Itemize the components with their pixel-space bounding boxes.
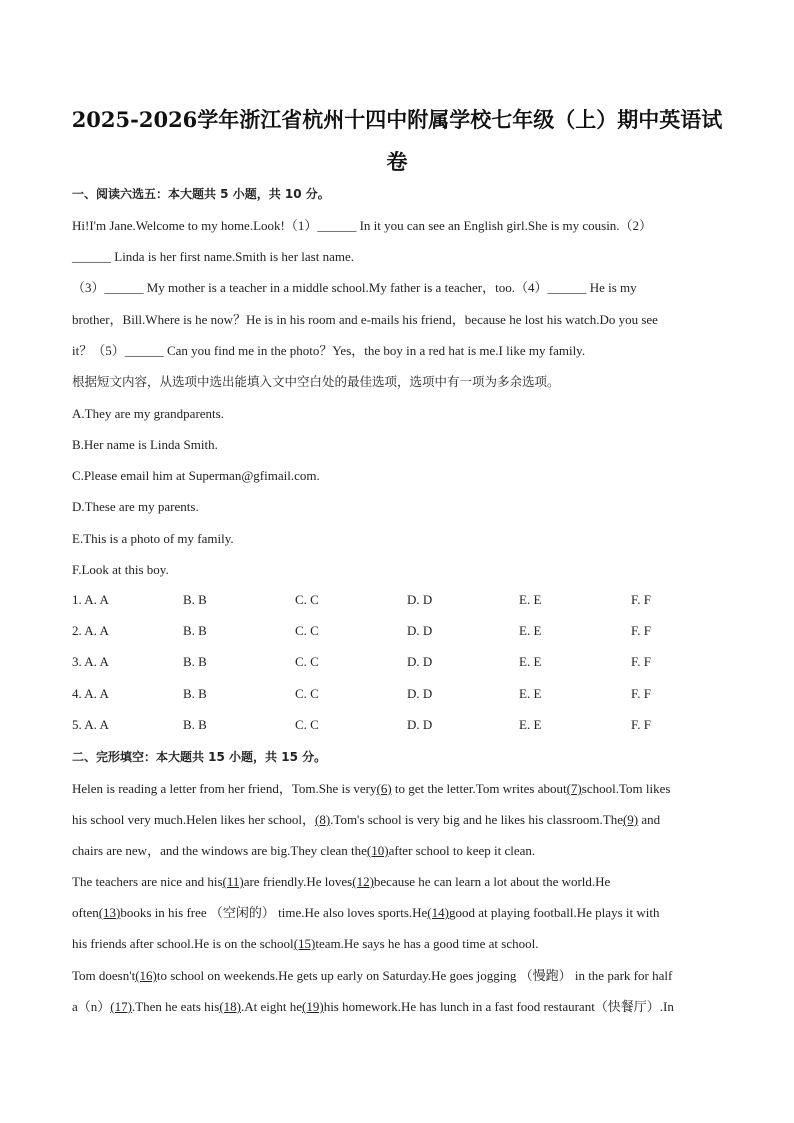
- blank-number[interactable]: (7): [566, 781, 582, 796]
- cloze-text: his friends after school.He is on the school: [72, 936, 294, 951]
- cloze-line: [72, 873, 732, 891]
- passage-line: brother，Bill.Where is he now？He is in his room and e-mails his friend，because he lost his watch.Do you see: [72, 312, 658, 327]
- option-d: D.These are my parents.: [72, 499, 199, 514]
- answer-choice[interactable]: E. E: [519, 686, 542, 701]
- option-f: F.Look at this boy.: [72, 562, 169, 577]
- cloze-line: [72, 842, 732, 860]
- cloze-text: books in his free （空闲的） time.He also loves sports.He: [120, 905, 428, 920]
- cloze-line: [72, 904, 732, 922]
- answer-choice[interactable]: D. D: [407, 592, 433, 607]
- question-row: [72, 654, 732, 672]
- blank-number[interactable]: (13): [98, 905, 121, 920]
- answer-choice[interactable]: 1. A. A: [72, 592, 109, 607]
- answer-choice[interactable]: 5. A. A: [72, 717, 109, 732]
- answer-choice[interactable]: C. C: [295, 717, 319, 732]
- cloze-text: and: [638, 812, 661, 827]
- answer-choice[interactable]: E. E: [519, 592, 542, 607]
- blank-number[interactable]: (11): [222, 874, 244, 889]
- question-row: [72, 623, 732, 641]
- answer-choice[interactable]: D. D: [407, 686, 433, 701]
- answer-choice[interactable]: F. F: [631, 717, 651, 732]
- cloze-line: [72, 811, 732, 829]
- passage-line: it？（5）______ Can you find me in the photo？Yes，the boy in a red hat is me.I like my family.: [72, 343, 586, 358]
- cloze-line: [72, 998, 732, 1016]
- instruction-text: 根据短文内容，从选项中选出能填入文中空白处的最佳选项，选项中有一项为多余选项。: [72, 374, 560, 389]
- answer-choice[interactable]: F. F: [631, 686, 651, 701]
- blank-number[interactable]: (8): [314, 812, 331, 827]
- cloze-text: team.He says he has a good time at school.: [315, 936, 539, 951]
- cloze-text: after school to keep it clean.: [388, 843, 536, 858]
- answer-choice[interactable]: F. F: [631, 592, 651, 607]
- cloze-text: a（n）: [72, 999, 111, 1014]
- cloze-text: to get the letter.Tom writes about: [391, 781, 567, 796]
- answer-choice[interactable]: E. E: [519, 717, 542, 732]
- blank-number[interactable]: (18): [219, 999, 241, 1014]
- blank-number[interactable]: (10): [366, 843, 389, 858]
- cloze-text: because he can learn a lot about the world.He: [373, 874, 611, 889]
- cloze-text: The teachers are nice and his: [72, 874, 223, 889]
- answer-choice[interactable]: D. D: [407, 717, 433, 732]
- answer-choice[interactable]: C. C: [295, 686, 319, 701]
- cloze-text: Helen is reading a letter from her friend，Tom.She is very: [72, 781, 377, 796]
- blank-number[interactable]: (12): [352, 874, 374, 889]
- blank-number[interactable]: (6): [376, 781, 392, 796]
- answer-choice[interactable]: D. D: [407, 623, 433, 638]
- exam-title-line2: 卷: [386, 149, 408, 174]
- answer-choice[interactable]: 4. A. A: [72, 686, 109, 701]
- option-a: A.They are my grandparents.: [72, 406, 224, 421]
- answer-choice[interactable]: E. E: [519, 623, 542, 638]
- cloze-line: [72, 780, 732, 798]
- cloze-text: school.Tom likes: [581, 781, 671, 796]
- answer-choice[interactable]: 2. A. A: [72, 623, 109, 638]
- answer-choice[interactable]: F. F: [631, 654, 651, 669]
- answer-choice[interactable]: C. C: [295, 592, 319, 607]
- cloze-line: [72, 967, 732, 985]
- question-row: [72, 717, 732, 735]
- answer-choice[interactable]: F. F: [631, 623, 651, 638]
- blank-number[interactable]: (16): [135, 968, 157, 983]
- answer-choice[interactable]: B. B: [183, 686, 207, 701]
- blank-number[interactable]: (17): [110, 999, 132, 1014]
- cloze-text: good at playing football.He plays it with: [448, 905, 660, 920]
- cloze-text: his homework.He has lunch in a fast food restaurant（快餐厅）.In: [323, 999, 674, 1014]
- blank-number[interactable]: (19): [302, 999, 324, 1014]
- option-c: C.Please email him at Superman@gfimail.com.: [72, 468, 320, 483]
- blank-number[interactable]: (15): [293, 936, 316, 951]
- option-b: B.Her name is Linda Smith.: [72, 437, 218, 452]
- cloze-text: .At eight he: [241, 999, 303, 1014]
- passage-line: Hi!I'm Jane.Welcome to my home.Look!（1）______ In it you can see an English girl.She is my cousin.（2）: [72, 218, 653, 233]
- answer-choice[interactable]: B. B: [183, 623, 207, 638]
- passage-line: ______ Linda is her first name.Smith is her last name.: [72, 249, 354, 264]
- cloze-line: [72, 935, 732, 953]
- answer-choice[interactable]: E. E: [519, 654, 542, 669]
- question-row: [72, 686, 732, 704]
- cloze-text: to school on weekends.He gets up early on Saturday.He goes jogging （慢跑） in the park for half: [156, 968, 673, 983]
- answer-choice[interactable]: D. D: [407, 654, 433, 669]
- section1-heading: 一、阅读六选五：本大题共 5 小题，共 10 分。: [72, 187, 330, 201]
- answer-choice[interactable]: B. B: [183, 717, 207, 732]
- cloze-text: are friendly.He loves: [243, 874, 353, 889]
- blank-number[interactable]: (9): [622, 812, 639, 827]
- exam-title-line1: 2025-2026学年浙江省杭州十四中附属学校七年级（上）期中英语试: [71, 107, 723, 132]
- cloze-text: .Tom's school is very big and he likes his classroom.The: [330, 812, 623, 827]
- cloze-text: .Then he eats his: [131, 999, 220, 1014]
- blank-number[interactable]: (14): [427, 905, 449, 920]
- question-row: [72, 592, 732, 610]
- answer-choice[interactable]: B. B: [183, 592, 207, 607]
- passage-line: （3）______ My mother is a teacher in a middle school.My father is a teacher，too.（4）______ He is my: [72, 280, 637, 295]
- cloze-text: his school very much.Helen likes her school，: [72, 812, 315, 827]
- section2-heading: 二、完形填空：本大题共 15 小题，共 15 分。: [72, 750, 327, 764]
- cloze-text: Tom doesn't: [72, 968, 136, 983]
- answer-choice[interactable]: B. B: [183, 654, 207, 669]
- answer-choice[interactable]: 3. A. A: [72, 654, 109, 669]
- option-e: E.This is a photo of my family.: [72, 531, 234, 546]
- answer-choice[interactable]: C. C: [295, 623, 319, 638]
- answer-choice[interactable]: C. C: [295, 654, 319, 669]
- cloze-text: often: [72, 905, 99, 920]
- cloze-text: chairs are new，and the windows are big.They clean the: [72, 843, 367, 858]
